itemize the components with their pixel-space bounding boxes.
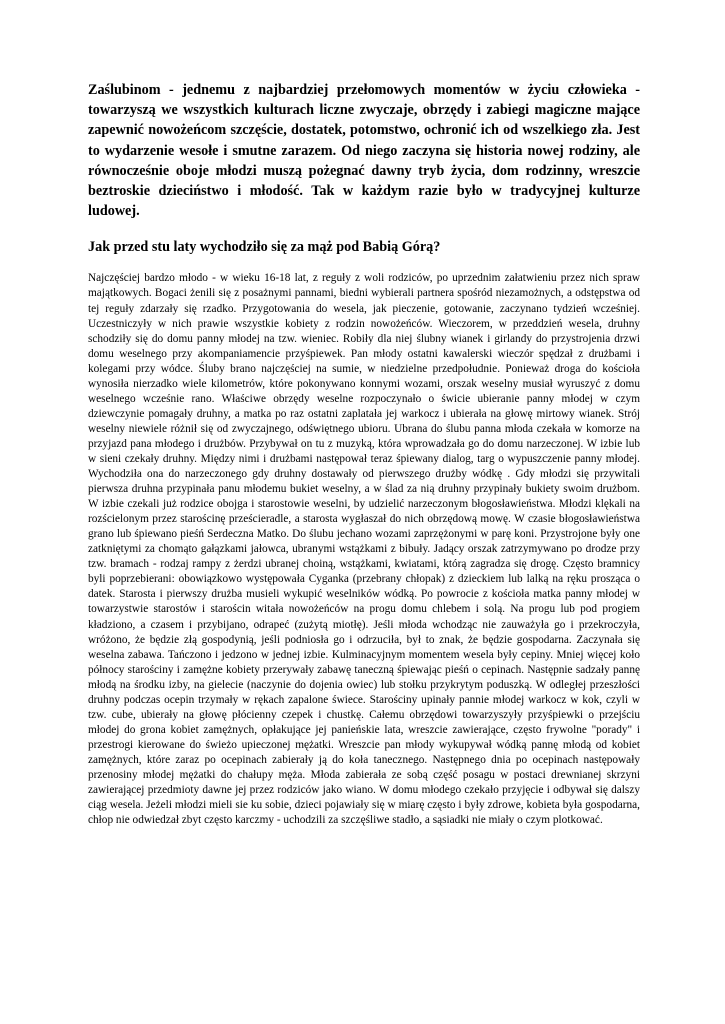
document-page [88, 80, 640, 828]
body-paragraph: Najczęściej bardzo młodo - w wieku 16-18 lat, z reguły z woli rodziców, po uprzednim załatwieniu przez nich spraw majątkowych. Bogaci żenili się z posażnymi pannami, biedni wybierali partnera spośród niezamożnych, a odstępstwa od tej reguły zdarzały się rzadko. Przygotowania do wesela, jak pieczenie, gotowanie, zaczynano tydzień wcześniej. Uczestniczyły w nich prawie wszystkie kobiety z rodzin nowożeńców. Wieczorem, w przeddzień wesela, druhny schodziły się do domu panny młodej na tzw. wieniec. Robiły dla niej ślubny wianek i girlandy do przystrojenia drzwi domu weselnego przy akompaniamencie przyśpiewek. Pan młody ostatni kawalerski wieczór spędzał z drużbami i kolegami przy wódce. Śluby brano najczęściej na sumie, w niedzielne przedpołudnie. Ponieważ droga do kościoła wynosiła nierzadko wiele kilometrów, które pokonywano konnymi wozami, orszak weselny musiał wyruszyć z domu weselnego wcześnie rano. Właściwe obrzędy weselne rozpoczynało o świcie ubieranie panny młodej w czym dziewczynie pomagały druhny, a matka po raz ostatni zaplatała jej warkocz i ubierała na głowę mirtowy wianek. Strój weselny niewiele różnił się od zwyczajnego, odświętnego ubioru. Ubrana do ślubu panna młoda czekała w komorze na przyjazd pana młodego i drużbów. Przybywał on tu z muzyką, która wprowadzała go do domu narzeczonej. W izbie lub w sieni czekały druhny. Między nimi i drużbami następował teraz śpiewany dialog, targ o wypuszczenie panny młodej. Wychodziła ona do narzeczonego gdy druhny dostawały od pierwszego drużby wódkę . Gdy młodzi się przywitali pierwsza druhna przypinała panu młodemu bukiet weselny, a w ślad za nią druhny przypinały bukiety swoim drużbom. W izbie czekali już rodzice obojga i starostowie weselni, by udzielić narzeczonym błogosławieństwa. Młodzi klękali na rozścielonym przez starościnę prześcieradle, a starosta wygłaszał do nich obrzędową mowę. W czasie błogosławieństwa grano lub śpiewano pieśń Serdeczna Matko. Do ślubu jechano wozami zaprzężonymi w parę koni. Przystrojone były one zatkniętymi za chomąto gałązkami jałowca, ubranymi wstążkami z bibuły. Jadący orszak zatrzymywano po drodze przy tzw. bramach - rodzaj rampy z żerdzi ubranej choiną, wstążkami, kwiatami, którą zagradza się drogę. Często bramnicy byli poprzebierani: obowiązkowo występowała Cyganka (przebrany chłopak) z dzieckiem lub lalką na ręku prosząca o datek. Starosta i pierwszy drużba musieli wykupić weselników wódką. Po powrocie z kościoła matka panny młodej w towarzystwie starostów i starościn witała nowożeńców na progu domu chlebem i solą. Na progu lub pod progiem kładziono, a czasem i przybijano, odrapeć (zużytą miotłę). Jeśli młoda wchodząc nie zauważyła go i przekroczyła, wróżono, że będzie złą gospodynią, jeśli podniosła go i odrzuciła, był to znak, że będzie gospodarna. Zaczynała się weselna zabawa. Tańczono i jedzono w jednej izbie. Kulminacyjnym momentem wesela były cepiny. Mniej więcej koło północy starościny i zamężne kobiety przerywały zabawę taneczną śpiewając pieśń o cepinach. Następnie sadzały pannę młodą na środku izby, na gielecie (naczynie do dojenia owiec) lub stołku przykrytym poduszką. W odległej przeszłości druhny podczas ocepin trzymały w rękach zapalone świece. Starościny upinały pannie młodej warkocz w kok, czyli w tzw. cube, ubierały na głowę płócienny czepek i chustkę. Całemu obrzędowi towarzyszyły przyśpiewki o przejściu młodej do grona kobiet zamężnych, opłakujące jej panieńskie lata, wreszcie zawierające, często frywolne "porady" i przestrogi kierowane do świeżo upieczonej mężatki. Wreszcie pan młody wykupywał wódką pannę młodą od kobiet zamężnych, które zaraz po ocepinach zabierały ją do koła tanecznego. Następnego dnia po ocepinach następowały przenosiny młodej mężatki do chałupy męża. Młoda zabierała ze sobą część posagu w postaci drewnianej skrzyni zawierającej przedmioty dawne jej przez rodziców jako wiano. W domu młodego czekało przyjęcie i odbywał się dalszy ciąg wesela. Jeżeli młodzi mieli sie ku sobie, dzieci pojawiały się w miarę często i były zdrowe, kobieta była gospodarna, chłop nie odwiedzał zbyt często karczmy - uchodzili za szczęśliwe stadło, a sąsiadki nie miały o czym plotkować. [88, 272, 640, 827]
section-heading: Jak przed stu laty wychodziło się za mąż pod Babią Górą? [88, 239, 441, 256]
lead-paragraph: Zaślubinom - jednemu z najbardziej przełomowych momentów w życiu człowieka - towarzyszą we wszystkich kulturach liczne zwyczaje, obrzędy i zabiegi magiczne mające zapewnić nowożeńcom szczęście, dostatek, potomstwo, ochronić ich od wszelkiego zła. Jest to wydarzenie wesołe i smutne zarazem. Od niego zaczyna się historia nowej rodziny, ale równocześnie oboje młodzi muszą pożegnać dawny tryb życia, dom rodzinny, wreszcie beztroskie dzieciństwo i młodość. Tak w każdym razie było w tradycyjnej kulturze ludowej. [88, 82, 640, 220]
